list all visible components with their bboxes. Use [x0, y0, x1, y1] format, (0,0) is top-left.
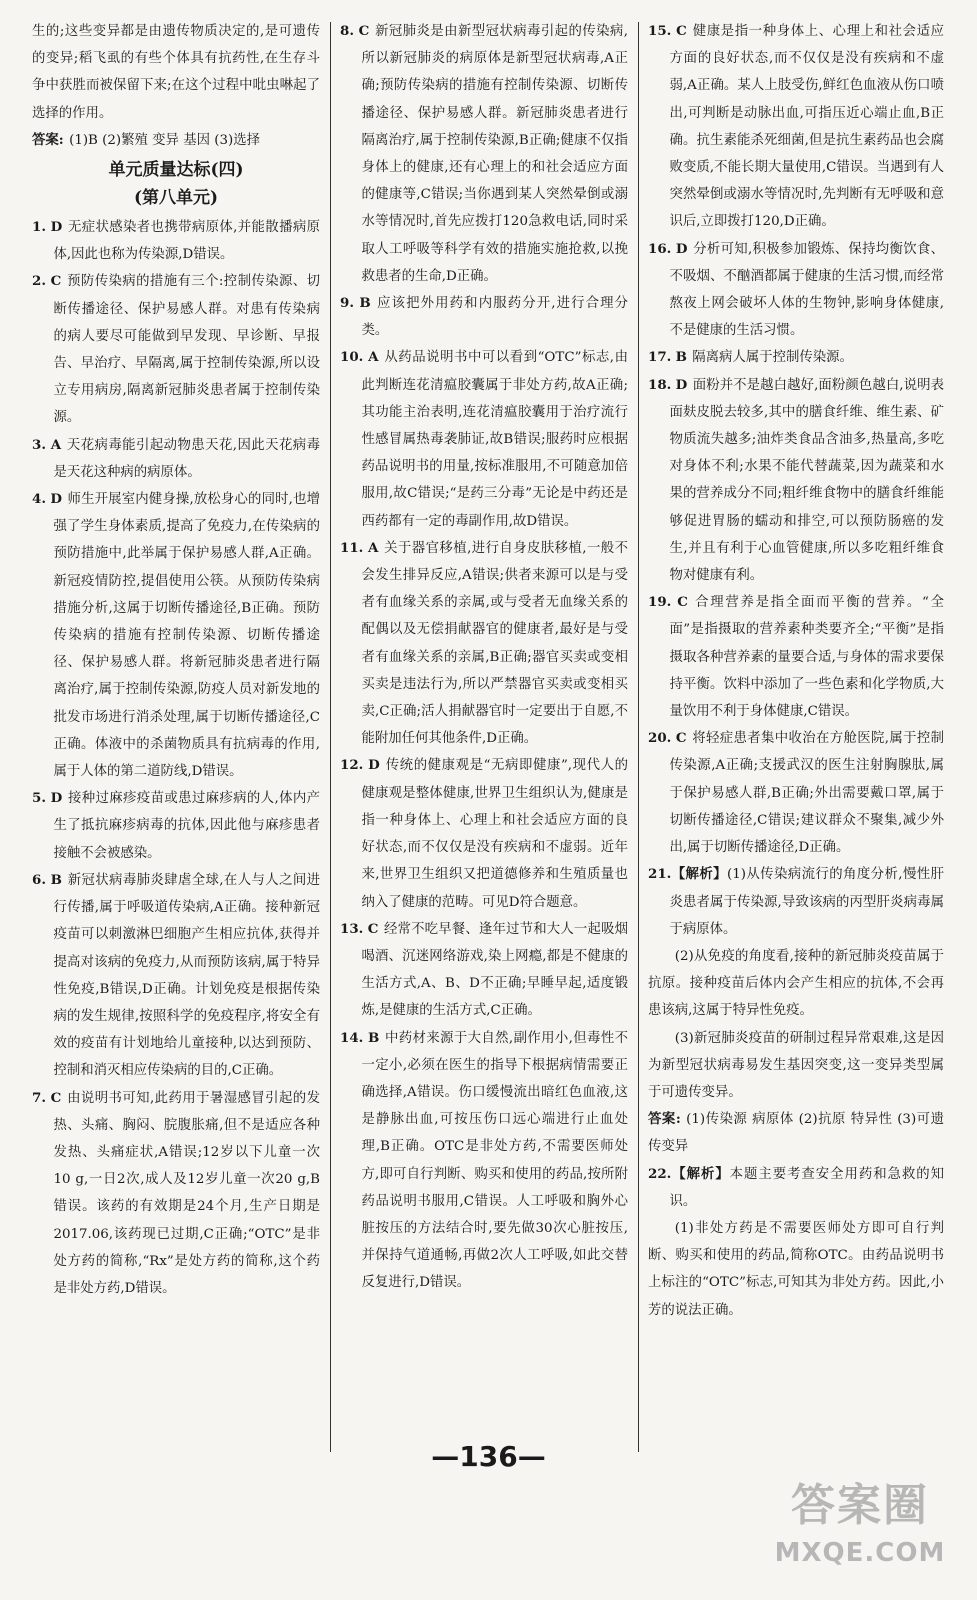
- continued-answer: 答案: (1)B (2)繁殖 变异 基因 (3)选择: [32, 131, 260, 148]
- question-10: 10. A 从药品说明书中可以看到“OTC”标志,由此判断连花清瘟胶囊属于非处方药,故A正确;其功能主治表明,连花清瘟胶囊用于治疗流行性感冒属热毒袭肺证,故B错误;服药时应根据药品说明书的用量,按标准服用,不可随意加倍服用,故C错误;“是药三分毒”无论是中药还是西药都有一定的毒副作用,故D错误。: [340, 349, 628, 529]
- question-21: 21.【解析】(1)从传染病流行的角度分析,慢性肝炎患者属于传染源,导致该病的丙型肝炎病毒属于病原体。: [648, 866, 944, 937]
- question-1: 1. D 无症状感染者也携带病原体,并能散播病原体,因此也称为传染源,D错误。: [32, 219, 320, 263]
- question-15: 15. C 健康是指一种身体上、心理上和社会适应方面的良好状态,而不仅仅是没有疾病和不虚弱,A正确。某人上肢受伤,鲜红色血液从伤口喷出,可判断是动脉出血,可指压近心端止血,B正确。抗生素能杀死细菌,但是抗生素药品也会腐败变质,不能长期大量使用,C错误。当遇到有人突然晕倒或溺水等情况时,先判断有无呼吸和意识后,立即拨打120,D正确。: [648, 23, 944, 230]
- question-16: 16. D 分析可知,积极参加锻炼、保持均衡饮食、不吸烟、不酗酒都属于健康的生活习惯,而经常熬夜上网会破坏人体的生物钟,影响身体健康,不是健康的生活习惯。: [648, 240, 944, 339]
- question-21-part-3: (3)新冠肺炎疫苗的研制过程异常艰难,这是因为新型冠状病毒易发生基因突变,这一变异类型属于可遗传变异。: [648, 1030, 944, 1100]
- question-14: 14. B 中药材来源于大自然,副作用小,但毒性不一定小,必须在医生的指导下根据病情需要正确选择,A错误。伤口缓慢流出暗红色血液,这是静脉出血,可按压伤口远心端进行止血处理,B正确。OTC是非处方药,不需要医师处方,即可自行判断、购买和使用的药品,按所附药品说明书服用,C错误。人工呼吸和胸外心脏按压的方法结合时,要先做30次心脏按压,并保持气道通畅,再做2次人工呼吸,如此交替反复进行,D错误。: [340, 1029, 628, 1291]
- watermark-url: MXQE.COM: [774, 1538, 946, 1568]
- question-22: 22.【解析】本题主要考查安全用药和急救的知识。: [648, 1165, 944, 1209]
- question-7: 7. C 由说明书可知,此药用于暑湿感冒引起的发热、头痛、胸闷、脘腹胀痛,但不是适应各种发热、头痛症状,A错误;12岁以下儿童一次10 g,一日2次,成人及12岁儿童一次20 g,B错误。该药的有效期是24个月,生产日期是2017.06,该药现已过期,C正确;“OTC”是非处方药的简称,“Rx”是处方药的简称,这个药是非处方药,D错误。: [32, 1089, 320, 1296]
- question-12: 12. D 传统的健康观是“无病即健康”,现代人的健康观是整体健康,世界卫生组织认为,健康是指一种身体上、心理上和社会适应方面的良好状态,而不仅仅是没有疾病和不虚弱。近年来,世界卫生组织又把道德修养和生殖质量也纳入了健康的范畴。可见D符合题意。: [340, 757, 628, 910]
- question-8: 8. C 新冠肺炎是由新型冠状病毒引起的传染病,所以新冠肺炎的病原体是新型冠状病毒,A正确;预防传染病的措施有控制传染源、切断传播途径、保护易感人群。新冠肺炎患者进行隔离治疗,属于控制传染源,B正确;健康不仅指身体上的健康,还有心理上的和社会适应方面的健康等,C错误;当你遇到某人突然晕倒或溺水等情况时,首先应拨打120急救电话,同时采取人工呼吸等科学有效的措施实施抢救,以挽救患者的生命,D正确。: [340, 23, 628, 284]
- continued-text: 生的;这些变异都是由遗传物质决定的,是可遗传的变异;稻飞虱的有些个体具有抗药性,在生存斗争中获胜而被保留下来;在这个过程中吡虫啉起了选择的作用。: [32, 24, 320, 121]
- question-21-part-2: (2)从免疫的角度看,接种的新冠肺炎疫苗属于抗原。接种疫苗后体内会产生相应的抗体,不会再患该病,这属于特异性免疫。: [648, 948, 944, 1019]
- question-3: 3. A 天花病毒能引起动物患天花,因此天花病毒是天花这种病的病原体。: [32, 436, 320, 480]
- question-22-part-1: (1)非处方药是不需要医师处方即可自行判断、购买和使用的药品,简称OTC。由药品说明书上标注的“OTC”标志,可知其为非处方药。因此,小芳的说法正确。: [648, 1220, 944, 1318]
- page-number: —136—: [431, 1440, 546, 1473]
- section-title: 单元质量达标(四): [108, 160, 244, 181]
- question-19: 19. C 合理营养是指全面而平衡的营养。“全面”是指摄取的营养素种类要齐全;“平衡”是指摄取各种营养素的量要合适,与身体的需求要保持平衡。饮料中添加了一些色素和化学物质,大量饮用不利于身体健康,C错误。: [648, 594, 944, 720]
- question-5: 5. D 接种过麻疹疫苗或患过麻疹病的人,体内产生了抵抗麻疹病毒的抗体,因此他与麻疹患者接触不会被感染。: [32, 790, 320, 861]
- column-divider-left: [330, 22, 331, 1452]
- question-4: 4. D 师生开展室内健身操,放松身心的同时,也增强了学生身体素质,提高了免疫力,在传染病的预防措施中,此举属于保护易感人群,A正确。新冠疫情防控,提倡使用公筷。从预防传染病措施分析,这属于切断传播途径,B正确。预防传染病的措施有控制传染源、切断传播途径、保护易感人群。将新冠肺炎患者进行隔离治疗,属于控制传染源,防疫人员对新发地的批发市场进行消杀处理,属于切断传播途径,C正确。体液中的杀菌物质具有抗病毒的作用,属于人体的第二道防线,D错误。: [32, 491, 320, 780]
- question-17: 17. B 隔离病人属于控制传染源。: [648, 349, 853, 366]
- watermark-logo: [765, 1474, 955, 1584]
- question-21-answer: 答案: (1)传染源 病原体 (2)抗原 特异性 (3)可遗传变异: [648, 1111, 944, 1155]
- question-2: 2. C 预防传染病的措施有三个:控制传染源、切断传播途径、保护易感人群。对患有传染病的病人要尽可能做到早发现、早诊断、早报告、早治疗、早隔离,属于控制传染源,所以设立专用病房,隔离新冠肺炎患者属于控制传染源。: [32, 273, 320, 426]
- question-11: 11. A 关于器官移植,进行自身皮肤移植,一般不会发生排异反应,A错误;供者来源可以是与受者有血缘关系的亲属,或与受者无血缘关系的配偶以及无偿捐献器官的健康者,最好是与受者有血缘关系的亲属,B正确;器官买卖或变相买卖是违法行为,所以严禁器官买卖或变相买卖,C正确;活人捐献器官时一定要出于自愿,不能附加任何其他条件,D正确。: [340, 539, 628, 747]
- question-9: 9. B 应该把外用药和内服药分开,进行合理分类。: [340, 295, 628, 339]
- section-subtitle: (第八单元): [133, 188, 219, 209]
- column-right: [648, 18, 944, 1460]
- column-left: [32, 18, 320, 1460]
- question-18: 18. D 面粉并不是越白越好,面粉颜色越白,说明表面麸皮脱去较多,其中的膳食纤维、维生素、矿物质流失越多;油炸类食品含油多,热量高,多吃对身体不利;水果不能代替蔬菜,因为蔬菜和水果的营养成分不同;粗纤维食物中的膳食纤维能够促进胃肠的蠕动和排空,可以预防肠癌的发生,并且有利于心血管健康,所以多吃粗纤维食物对健康有利。: [648, 376, 944, 584]
- watermark-logo-text: 答案圈: [791, 1480, 929, 1531]
- column-middle: [340, 18, 628, 1460]
- question-6: 6. B 新冠状病毒肺炎肆虐全球,在人与人之间进行传播,属于呼吸道传染病,A正确。接种新冠疫苗可以刺激淋巴细胞产生相应抗体,获得并提高对该病的免疫力,从而预防该病,属于特异性免疫,B错误,D正确。计划免疫是根据传染病的发生规律,按照科学的免疫程序,将安全有效的疫苗有计划地给儿童接种,以达到预防、控制和消灭相应传染病的目的,C正确。: [32, 871, 320, 1079]
- column-divider-right: [638, 22, 639, 1452]
- question-20: 20. C 将轻症患者集中收治在方舱医院,属于控制传染源,A正确;支援武汉的医生注射胸腺肽,属于保护易感人群,B正确;外出需要戴口罩,属于切断传播途径,C错误;建议群众不聚集,减少外出,属于切断传播途径,D正确。: [648, 730, 944, 856]
- question-13: 13. C 经常不吃早餐、逢年过节和大人一起吸烟喝酒、沉迷网络游戏,染上网瘾,都是不健康的生活方式,A、B、D不正确;早睡早起,适度锻炼,是健康的生活方式,C正确。: [340, 920, 628, 1019]
